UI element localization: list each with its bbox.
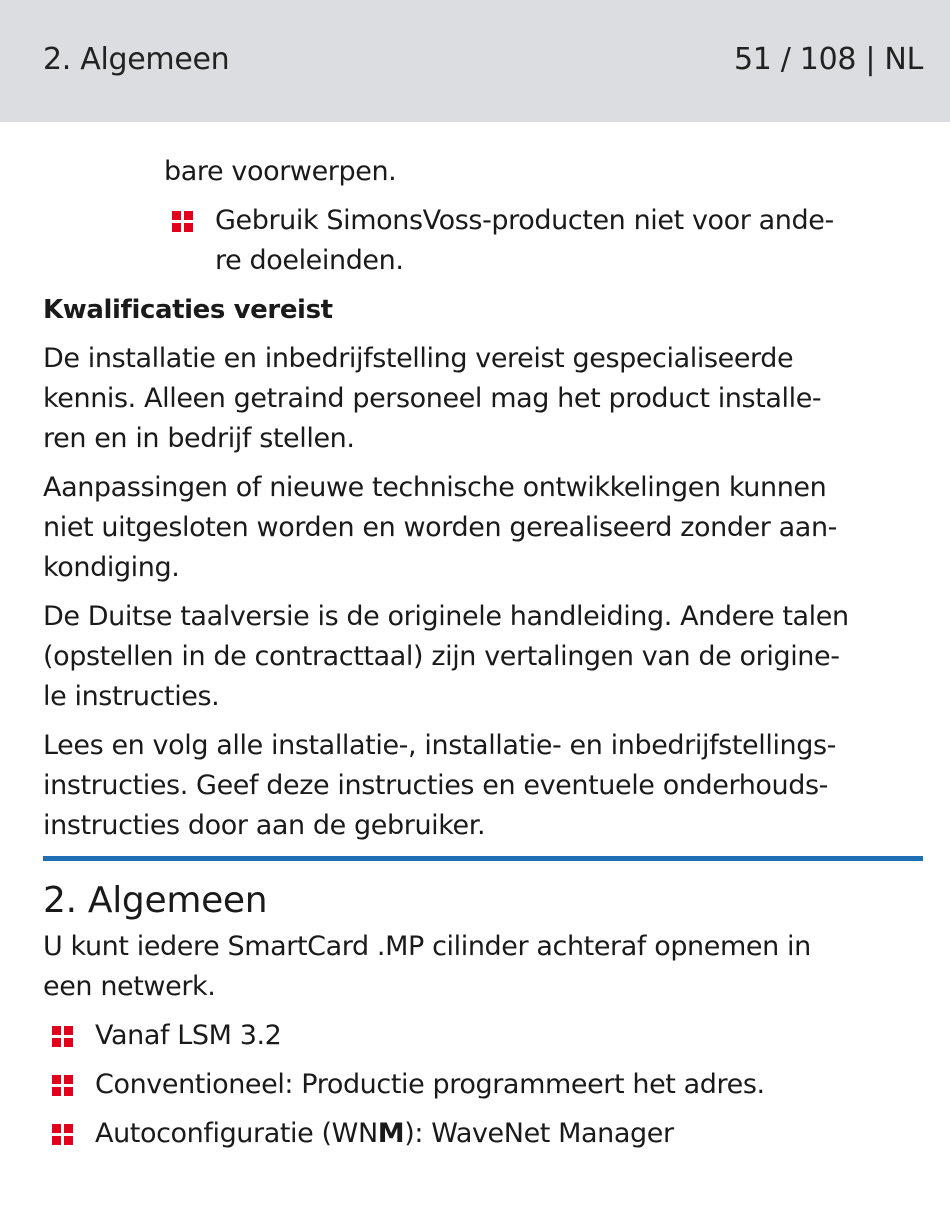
- list-item: [43, 1065, 923, 1105]
- paragraph: [43, 927, 923, 1007]
- paragraph-line: Aanpassingen of nieuwe technische ontwikkelingen kunnen: [43, 472, 827, 503]
- paragraph-line: een netwerk.: [43, 971, 216, 1002]
- list-item-text: Conventioneel: Productie programmeert het adres.: [95, 1069, 765, 1100]
- paragraph-line: Lees en volg alle installatie-, installatie- en inbedrijfstellings-: [43, 730, 837, 761]
- section-divider: [43, 856, 923, 861]
- list-item: [43, 1016, 923, 1056]
- paragraph-line: ren en in bedrijf stellen.: [43, 423, 355, 454]
- red-square-bullet-icon: [172, 211, 193, 232]
- paragraph-line: niet uitgesloten worden en worden gerealiseerd zonder aan-: [43, 512, 838, 543]
- red-square-bullet-icon: [52, 1026, 73, 1047]
- paragraph-line: De installatie en inbedrijfstelling vereist gespecialiseerde: [43, 343, 794, 374]
- list-item-line: re doeleinden.: [215, 245, 404, 276]
- paragraph: [43, 726, 923, 846]
- paragraph: [43, 339, 923, 459]
- red-square-bullet-icon: [52, 1075, 73, 1096]
- list-item: [43, 201, 923, 281]
- paragraph-line: le instructies.: [43, 681, 220, 712]
- paragraph-line: U kunt iedere SmartCard .MP cilinder achteraf opnemen in: [43, 931, 811, 962]
- section-heading: 2. Algemeen: [43, 880, 268, 921]
- page-header: [0, 0, 950, 122]
- list-item-text-suffix: ): WaveNet Manager: [404, 1118, 674, 1149]
- list-item-text: [43, 1114, 923, 1154]
- page-content: [43, 152, 923, 1154]
- paragraph-line: kondiging.: [43, 552, 180, 583]
- paragraph-line: (opstellen in de contracttaal) zijn vertalingen van de origine-: [43, 641, 840, 672]
- red-square-bullet-icon: [52, 1124, 73, 1145]
- qualifications-heading: Kwalificaties vereist: [43, 295, 333, 325]
- paragraph-line: kennis. Alleen getraind personeel mag het product installe-: [43, 383, 822, 414]
- list-item-text-prefix: Autoconfiguratie (WN: [95, 1118, 378, 1149]
- paragraph-line: instructies. Geef deze instructies en eventuele onderhouds-: [43, 770, 829, 801]
- paragraph: [43, 468, 923, 588]
- paragraph-line: instructies door aan de gebruiker.: [43, 810, 486, 841]
- intro-continuation: bare voorwerpen.: [164, 156, 397, 187]
- header-page-info: 51 / 108 | NL: [733, 42, 923, 77]
- paragraph: [43, 597, 923, 717]
- list-item: [43, 1114, 923, 1154]
- list-item-text-bold: M: [377, 1118, 405, 1149]
- paragraph-line: De Duitse taalversie is de originele handleiding. Andere talen: [43, 601, 849, 632]
- list-item-text: Vanaf LSM 3.2: [95, 1020, 282, 1051]
- list-item-line: Gebruik SimonsVoss-producten niet voor ande-: [215, 205, 834, 236]
- header-section-title: 2. Algemeen: [43, 42, 230, 77]
